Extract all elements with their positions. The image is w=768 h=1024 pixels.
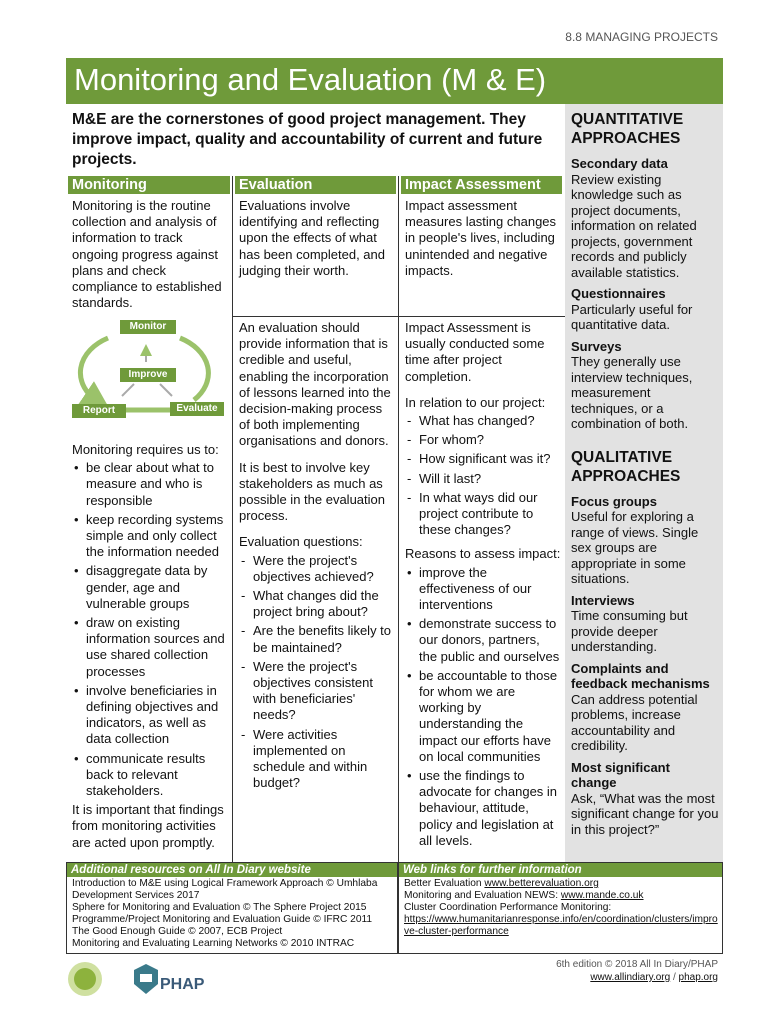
- resource-item[interactable]: Sphere for Monitoring and Evaluation © The Sphere Project 2015: [72, 902, 367, 913]
- requires-list: [72, 460, 230, 799]
- list-item: - How significant was it?: [405, 451, 561, 467]
- weblink-label: Better Evaluation: [404, 878, 485, 889]
- link-separator: /: [670, 972, 679, 983]
- list-item: - What has changed?: [405, 413, 561, 429]
- edition-text: 6th edition © 2018 All In Diary/PHAP: [556, 959, 718, 970]
- weblinks-box: [398, 862, 723, 954]
- sidebar-term: Complaints and feedback mechanisms: [571, 660, 710, 691]
- diagram-monitor: Monitor: [120, 320, 176, 334]
- resource-item[interactable]: Introduction to M&E using Logical Framework Approach © Umhlaba Development Services 2017: [72, 878, 378, 901]
- resource-item[interactable]: The Good Enough Guide © 2007, ECB Project: [72, 926, 283, 937]
- relation-intro: In relation to our project:: [405, 394, 546, 410]
- resources-heading: Additional resources on All In Diary website: [67, 863, 397, 877]
- diagram-evaluate: Evaluate: [170, 402, 224, 416]
- diagram-report: Report: [72, 404, 126, 418]
- list-item: • be clear about what to measure and who is responsible: [72, 460, 230, 509]
- weblink-item: [404, 878, 722, 890]
- page-title: Monitoring and Evaluation (M & E): [66, 58, 723, 104]
- sidebar-term: Focus groups: [571, 493, 657, 509]
- sidebar-term: Most significant change: [571, 759, 670, 790]
- sidebar-desc: Useful for exploring a range of views. Single sex groups are appropriate in some situations.: [571, 509, 699, 586]
- edition-info: [556, 958, 718, 984]
- sidebar-desc: Particularly useful for quantitative data.: [571, 301, 693, 332]
- monitoring-requirements: [72, 442, 230, 853]
- list-item: - For whom?: [405, 432, 561, 448]
- weblink-label: Cluster Coordination Performance Monitoring:: [404, 902, 612, 913]
- footer-links: [556, 971, 718, 984]
- list-item: - Were the project's objectives achieved?: [239, 553, 395, 585]
- qual-heading: QUALITATIVE APPROACHES: [571, 448, 681, 485]
- impact-body: [405, 320, 561, 852]
- list-item: - What changes did the project bring about?: [239, 588, 395, 620]
- weblink-cluster[interactable]: https://www.humanitarianresponse.info/en/coordination/clusters/improve-cluster-performance: [404, 914, 718, 937]
- list-item: • keep recording systems simple and only collect the information needed: [72, 512, 230, 561]
- list-item: • use the findings to advocate for changes in behaviour, attitude, policy and legislation at all levels.: [405, 768, 561, 849]
- weblinks-heading: Web links for further information: [399, 863, 722, 877]
- heading-impact: Impact Assessment: [401, 176, 562, 194]
- sidebar-desc: Ask, “What was the most significant change for you in this project?”: [571, 790, 719, 837]
- diagram-improve: Improve: [120, 368, 176, 382]
- heading-evaluation: Evaluation: [235, 176, 396, 194]
- sidebar-term: Interviews: [571, 592, 635, 608]
- reasons-list: [405, 565, 561, 849]
- aid-logo-icon: [64, 958, 106, 1000]
- evaluation-definition: Evaluations involve identifying and reflecting upon the effects of what has been completed, and judging their worth.: [239, 198, 385, 278]
- intro-text: M&E are the cornerstones of good project management. They improve impact, quality and accountability of current and future projects.: [72, 111, 543, 168]
- phap-logo-icon: [132, 962, 160, 996]
- requires-intro: Monitoring requires us to:: [72, 442, 219, 457]
- resources-box: [66, 862, 398, 954]
- row-divider: [233, 316, 565, 317]
- list-item: • communicate results back to relevant stakeholders.: [72, 751, 230, 800]
- quant-heading: QUANTITATIVE APPROACHES: [571, 111, 684, 147]
- list-item: • demonstrate success to our donors, partners, the public and ourselves: [405, 616, 561, 665]
- resources-list: [67, 877, 397, 950]
- evaluation-para1: An evaluation should provide information that is credible and useful, enabling the incorporation of lessons learned into the decision-making process of both implementing organisations and donors.: [239, 320, 391, 449]
- weblink-item: [404, 890, 722, 902]
- questions-intro: Evaluation questions:: [239, 534, 363, 550]
- relation-list: [405, 413, 561, 538]
- list-item: - Are the benefits likely to be maintained?: [239, 623, 395, 655]
- sidebar-term: Secondary data: [571, 156, 668, 171]
- weblink-betterevaluation[interactable]: www.betterevaluation.org: [484, 878, 599, 889]
- monitoring-closing: It is important that findings from monitoring activities are acted upon promptly.: [72, 802, 224, 850]
- list-item: - Will it last?: [405, 471, 561, 487]
- section-label: 8.8 MANAGING PROJECTS: [565, 30, 718, 44]
- weblinks-list: [399, 877, 722, 938]
- reasons-intro: Reasons to assess impact:: [405, 546, 561, 562]
- weblink-item: [404, 902, 722, 914]
- monitoring-definition: Monitoring is the routine collection and analysis of information to track ongoing progress against plans and check compliance to established standards.: [72, 198, 222, 311]
- approaches-sidebar: [565, 104, 723, 862]
- weblink-item: [404, 914, 722, 938]
- evaluation-para2: It is best to involve key stakeholders as much as possible in the evaluation process.: [239, 459, 385, 524]
- resource-item[interactable]: Monitoring and Evaluating Learning Networks © 2010 INTRAC: [72, 938, 355, 949]
- sidebar-desc: Review existing knowledge such as project documents, information on related projects, government records and publicly available statistics.: [571, 171, 697, 280]
- heading-monitoring: Monitoring: [68, 176, 230, 194]
- list-item: • involve beneficiaries in defining objectives and indicators, as well as data collection: [72, 683, 230, 748]
- link-allindiary[interactable]: www.allindiary.org: [590, 972, 671, 983]
- list-item: • draw on existing information sources and use shared collection processes: [72, 615, 230, 680]
- impact-para1: Impact Assessment is usually conducted some time after project completion.: [405, 320, 545, 384]
- aid-logo: [64, 958, 106, 1000]
- list-item: • be accountable to those for whom we are working by understanding the impact our efforts have on local communities: [405, 668, 561, 765]
- weblink-label: Monitoring and Evaluation NEWS:: [404, 890, 561, 901]
- phap-logo: [132, 958, 222, 1000]
- sidebar-term: Questionnaires: [571, 286, 666, 301]
- list-item: • improve the effectiveness of our interventions: [405, 565, 561, 614]
- impact-definition: Impact assessment measures lasting changes in people's lives, including unintended and negative impacts.: [405, 198, 557, 278]
- weblink-mande[interactable]: www.mande.co.uk: [560, 890, 644, 901]
- link-phap[interactable]: phap.org: [678, 972, 718, 983]
- sidebar-desc: Can address potential problems, increase accountability and credibility.: [571, 691, 698, 753]
- column-divider: [232, 176, 233, 862]
- monitoring-cycle-diagram: [68, 316, 228, 426]
- evaluation-body: [239, 320, 395, 794]
- list-item: - Were activities implemented on schedule and within budget?: [239, 727, 395, 792]
- column-divider: [398, 176, 399, 862]
- list-item: - Were the project's objectives consistent with beneficiaries' needs?: [239, 659, 395, 724]
- phap-logo-text: PHAP: [160, 976, 205, 993]
- sidebar-term: Surveys: [571, 338, 622, 354]
- questions-list: [239, 553, 395, 792]
- resource-item[interactable]: Programme/Project Monitoring and Evaluation Guide © IFRC 2011: [72, 914, 373, 925]
- list-item: - In what ways did our project contribute to these changes?: [405, 490, 561, 539]
- list-item: • disaggregate data by gender, age and vulnerable groups: [72, 563, 230, 612]
- sidebar-desc: They generally use interview techniques, measurement techniques, or a combination of both.: [571, 354, 693, 431]
- sidebar-desc: Time consuming but provide deeper understanding.: [571, 608, 688, 654]
